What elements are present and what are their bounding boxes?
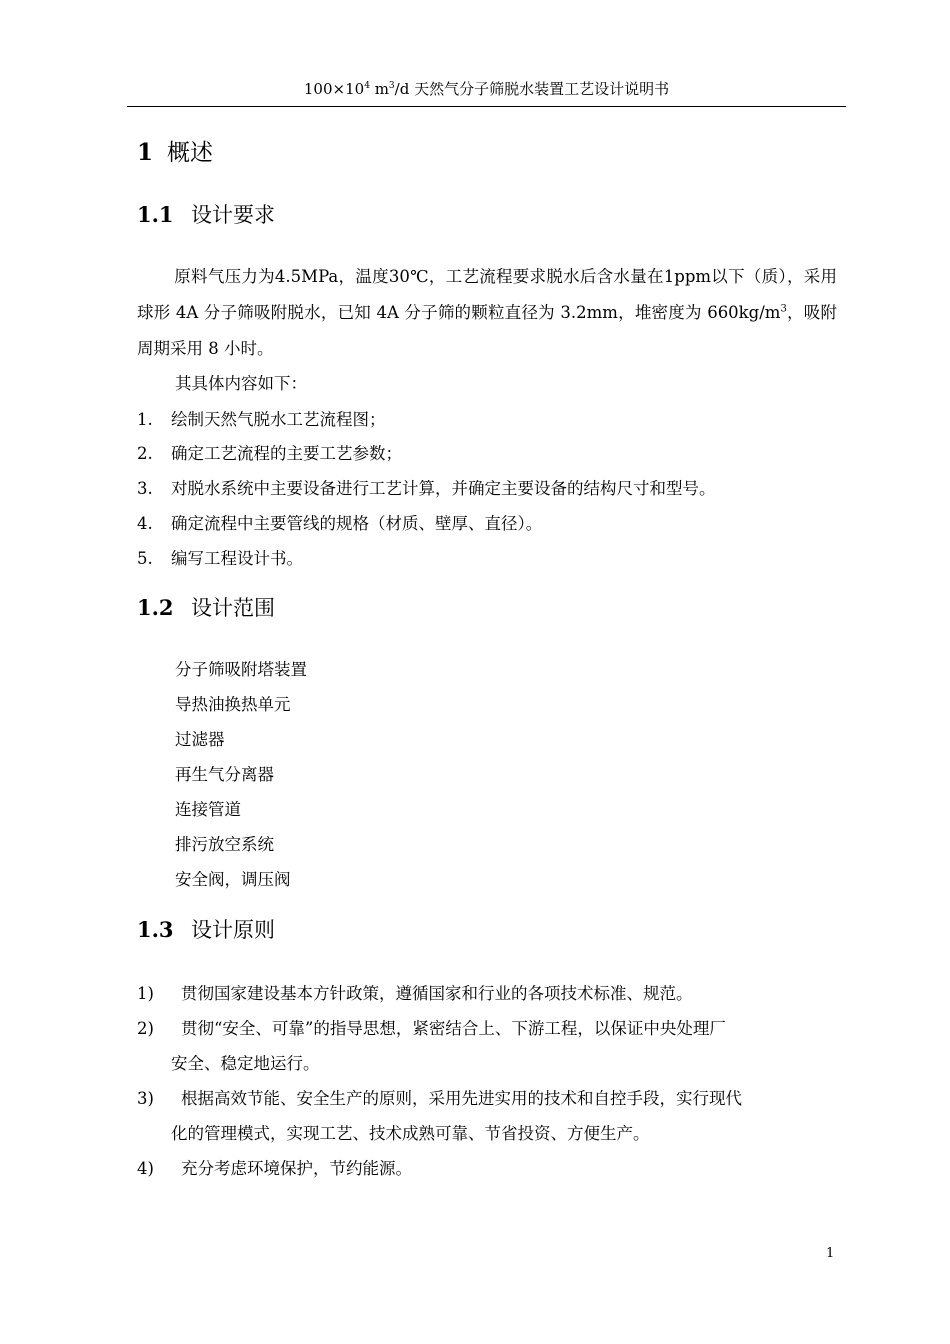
scope-item: 再生气分离器 [175, 765, 274, 784]
scope-item: 连接管道 [175, 800, 241, 819]
principle-number: 1) [137, 984, 154, 1003]
principle-item [137, 1011, 837, 1081]
list-item [137, 506, 542, 541]
scope-item: 排污放空系统 [175, 835, 274, 854]
list-item-number: 4. [137, 514, 153, 533]
heading-title: 设计要求 [191, 203, 275, 227]
header-text-post: /d 天然气分子筛脱水装置工艺设计说明书 [394, 80, 670, 98]
principle-text-continued: 化的管理模式，实现工艺、技术成熟可靠、节省投资、方便生产。 [171, 1124, 650, 1143]
principle-number: 4) [137, 1159, 154, 1178]
list-item-number: 5. [137, 549, 153, 568]
heading-number: 1.2 [137, 595, 174, 620]
heading-title: 设计范围 [191, 596, 275, 620]
principle-number: 2) [137, 1019, 154, 1038]
list-item-text: 绘制天然气脱水工艺流程图； [171, 410, 386, 429]
requirement-text-a: 原料气压力为4.5MPa，温度30℃，工艺流程要求脱水后含水量在1ppm以下（质），采用球形 4A 分子筛吸附脱水，已知 4A 分子筛的颗粒直径为 3.2mm，堆密度为 660kg/m [137, 267, 837, 322]
heading-section-1-2 [137, 592, 275, 624]
header-sup-1: 4 [364, 81, 370, 91]
principle-text: 根据高效节能、安全生产的原则，采用先进实用的技术和自控手段，实行现代 [181, 1089, 742, 1108]
principle-text: 贯彻“安全、可靠”的指导思想，紧密结合上、下游工程，以保证中央处理厂 [181, 1019, 726, 1038]
principle-item [137, 976, 837, 1011]
principle-text: 充分考虑环境保护，节约能源。 [181, 1159, 412, 1178]
requirement-paragraph [137, 259, 837, 367]
header-text-mid: m [369, 80, 389, 98]
list-item-text: 对脱水系统中主要设备进行工艺计算，并确定主要设备的结构尺寸和型号。 [171, 479, 716, 498]
header-text-pre: 100×10 [303, 80, 365, 98]
heading-section-1-3 [137, 914, 275, 946]
scope-item: 导热油换热单元 [175, 695, 291, 714]
requirement-text-b: ，吸附周期采用 8 小时。 [137, 303, 837, 358]
list-item [137, 541, 303, 576]
heading-section-1-1 [137, 199, 275, 231]
requirement-sup: 3 [780, 303, 787, 315]
list-item-text: 确定流程中主要管线的规格（材质、壁厚、直径）。 [171, 514, 543, 533]
list-item [137, 436, 402, 471]
list-item-number: 2. [137, 444, 153, 463]
scope-item: 过滤器 [175, 730, 225, 749]
list-item-number: 1. [137, 410, 153, 429]
list-item-number: 3. [137, 479, 153, 498]
heading-section-1 [137, 136, 213, 170]
heading-number: 1 [137, 139, 154, 166]
list-item-text: 确定工艺流程的主要工艺参数； [171, 444, 402, 463]
scope-item: 分子筛吸附塔装置 [175, 660, 307, 679]
list-item [137, 471, 716, 506]
scope-item: 安全阀，调压阀 [175, 870, 291, 889]
principle-text: 贯彻国家建设基本方针政策，遵循国家和行业的各项技术标准、规范。 [181, 984, 693, 1003]
principle-text-continued: 安全、稳定地运行。 [171, 1054, 320, 1073]
heading-title: 概述 [167, 140, 214, 166]
heading-title: 设计原则 [191, 918, 275, 942]
list-item [137, 402, 386, 437]
page-number: 1 [826, 1246, 835, 1261]
heading-number: 1.3 [137, 917, 174, 942]
principle-number: 3) [137, 1089, 154, 1108]
content-intro: 其具体内容如下： [175, 374, 307, 393]
running-header [127, 78, 846, 107]
header-sup-2: 3 [388, 81, 395, 91]
principle-item [137, 1081, 837, 1151]
heading-number: 1.1 [137, 202, 174, 227]
principle-item [137, 1151, 837, 1186]
list-item-text: 编写工程设计书。 [171, 549, 303, 568]
